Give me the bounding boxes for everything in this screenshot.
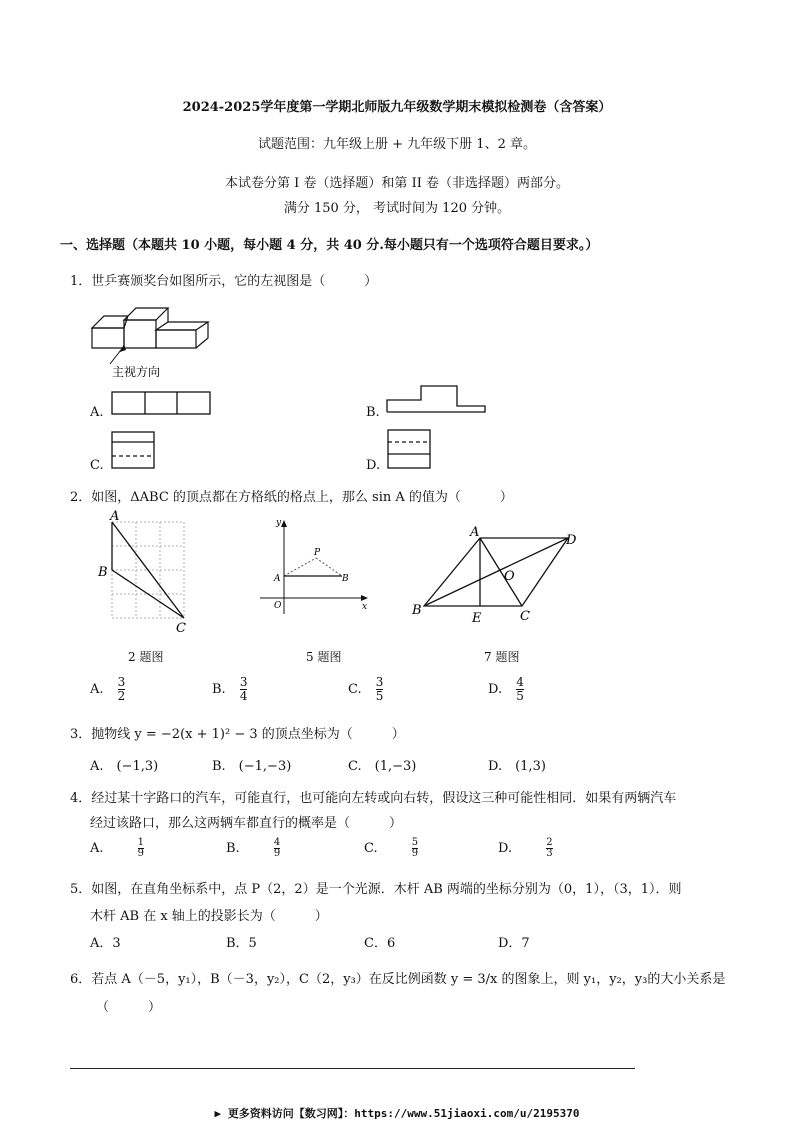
q3-option-c: C. (1,−3) — [348, 759, 417, 774]
q3-option-b: B. (−1,−3) — [212, 759, 292, 774]
q3-option-d: D. (1,3) — [488, 759, 546, 774]
q4-option-b: B. $\frac{4}{9}$ — [226, 837, 281, 859]
svg-text:A: A — [110, 509, 120, 524]
svg-text:E: E — [472, 611, 482, 626]
exam-range: 试题范围：九年级上册 + 九年级下册 1、2 章。 — [258, 137, 536, 152]
figure-7-caption: 7 题图 — [484, 650, 520, 664]
exam-title: 2024-2025学年度第一学期北师版九年级数学期末模拟检测卷（含答案） — [182, 100, 612, 115]
question-5-stem-line1: 5．如图，在直角坐标系中，点 P（2，2）是一个光源．木杆 AB 两端的坐标分别为（0，1），（3，1）．则 — [70, 882, 682, 897]
svg-text:B: B — [412, 603, 422, 618]
q1-option-c-figure — [110, 430, 156, 470]
footer-link[interactable]: ▶ 更多资料访问【数习网】：https://www.51jiaoxi.com/u/2195370 — [214, 1107, 580, 1120]
svg-text:A: A — [470, 525, 480, 540]
svg-text:B: B — [98, 565, 108, 580]
svg-text:B: B — [342, 574, 349, 584]
exam-parts: 本试卷分第 I 卷（选择题）和第 II 卷（非选择题）两部分。 — [225, 176, 569, 191]
q5-option-a: A．3 — [90, 936, 121, 951]
svg-text:y: y — [276, 518, 282, 528]
figure-5-caption: 5 题图 — [306, 650, 342, 664]
q2-option-a: A. $\frac{3}{2}$ — [90, 675, 126, 704]
q2-option-b: B. $\frac{3}{4}$ — [212, 675, 248, 704]
svg-text:P: P — [314, 548, 321, 558]
exam-score: 满分 150 分， 考试时间为 120 分钟。 — [283, 201, 511, 216]
figure-7-parallelogram — [412, 522, 590, 626]
svg-text:O: O — [274, 601, 282, 611]
q1-option-c-label: C. — [90, 458, 104, 473]
section-heading: 一、选择题（本题共 10 小题，每小题 4 分，共 40 分.每小题只有一个选项符合题目要求。） — [60, 238, 599, 253]
question-2-stem: 2．如图，ΔABC 的顶点都在方格纸的格点上，那么 sin A 的值为（ ） — [70, 490, 513, 505]
svg-text:C: C — [520, 609, 530, 624]
svg-text:O: O — [504, 569, 515, 584]
svg-text:A: A — [274, 574, 281, 584]
q1-option-b-figure — [385, 384, 489, 416]
q5-option-c: C．6 — [364, 936, 396, 951]
q1-option-b-label: B. — [366, 405, 380, 420]
question-6-stem-line1: 6．若点 A（－5，y₁），B（－3，y₂），C（2，y₃）在反比例函数 y = 3/x 的图象上，则 y₁，y₂，y₃的大小关系是 — [70, 972, 726, 987]
q4-option-d: D. $\frac{2}{3}$ — [498, 837, 553, 859]
question-3-stem: 3．抛物线 y = −2(x + 1)² − 3 的顶点坐标为（ ） — [70, 727, 405, 742]
question-4-stem-line1: 4．经过某十字路口的汽车，可能直行，也可能向左转或向右转，假设这三种可能性相同．如果有两辆汽车 — [70, 791, 677, 806]
question-4-stem-line2: 经过该路口，那么这两辆车都直行的概率是（ ） — [90, 816, 403, 831]
q1-option-a-label: A. — [90, 405, 104, 420]
figure-5-coordinate — [256, 516, 372, 616]
footer-divider — [70, 1068, 635, 1069]
q1-option-d-figure — [386, 428, 432, 470]
svg-text:x: x — [362, 602, 368, 612]
q4-option-a: A. $\frac{1}{9}$ — [90, 837, 145, 859]
question-1-stem: 1．世乒赛颁奖台如图所示，它的左视图是（ ） — [70, 274, 378, 289]
question-5-stem-line2: 木杆 AB 在 x 轴上的投影长为（ ） — [90, 909, 328, 924]
question-6-stem-line2: （ ） — [96, 1000, 162, 1015]
q5-option-b: B．5 — [226, 936, 257, 951]
podium-figure — [84, 300, 224, 380]
figure-2-caption: 2 题图 — [128, 650, 164, 664]
q2-option-d: D. $\frac{4}{5}$ — [488, 675, 524, 704]
q1-option-d-label: D. — [366, 458, 381, 473]
view-direction-label: 主视方向 — [112, 365, 161, 379]
q3-option-a: A. (−1,3) — [90, 759, 159, 774]
q2-option-c: C. $\frac{3}{5}$ — [348, 675, 384, 704]
q5-option-d: D．7 — [498, 936, 530, 951]
q1-option-a-figure — [110, 390, 214, 416]
svg-text:D: D — [566, 533, 577, 548]
figure-2-grid-triangle — [92, 508, 202, 634]
q4-option-c: C. $\frac{5}{9}$ — [364, 837, 419, 859]
svg-text:C: C — [176, 621, 186, 634]
